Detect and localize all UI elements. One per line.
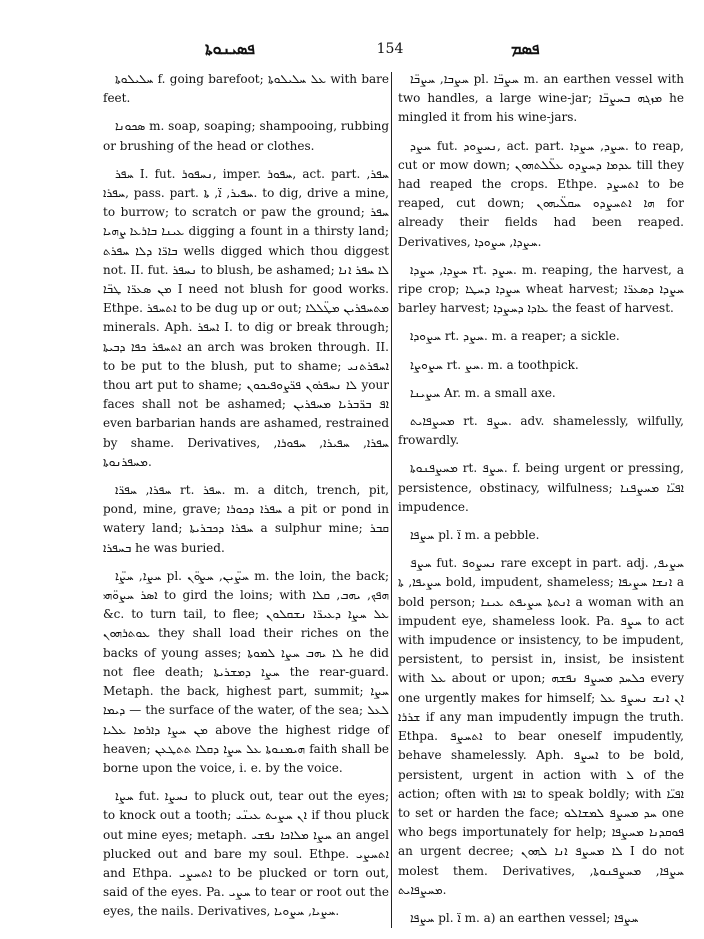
dictionary-entry: ܚܨܝܢܐ Ar. m. a small axe. — [410, 385, 556, 400]
dictionary-entry: ܚܨܕܐ, ܚܨܕܐ rt. ܚܨܕ. m. reaping, the harvest, a ripe crop; ܚܨܕܐ ܕܚܛܐ wheat harvest; ܚܨܕܐ ܕܣܥܪ̈ܐ barley harvest; ܥܐܕܐ ܕܚܨܕܐ the feast of harvest. — [398, 262, 684, 316]
dictionary-entry: ܚܨܦ fut. ܢܚܨܘܦ rare except in part. adj. ܚܨܝܦ, ܚܨܝܦܐ, ܬܐ bold, impudent, shameless; ܐܢܫܐ ܚܨܝܦܐ a bold person; ܐܢܬܬܐ ܚܨܝܦܬ ܥܝܢܐ a woman with an impudent eye, shameless look. Pa. ܚܨܦ to act with impudence or insistency, to be impudent, persistent, to persist in, insist, be insistent with ܥܠ about or upon; ܟܠܚܕ ܡܚܨܦ ܢܦܫܗ every one urgently makes for himself; ܐܢ ܐܢܫ ܢܚܨܦ ܥܠ ܫܪܪܐ if any man impudently impugn the truth. Ethpa. ܐܬܚܨܦ to bear oneself impudently, behave shamelessly. Aph. ܐܚܨܦ to be bold, persistent, urgent in action with ܠ of the action; often with ܐܦܐ to speak boldly; with ܐܦܝ̈ܐ to set or harden the face; ܚܕ ܡܚܨܦ ܠܡܫܐܠܘ one who begs importunately for help; ܦܘܩܕܢܐ ܡܚܨܦܐ an urgent decree; ܠܐ ܡܚܨܦ ܐܢܐ ܠܗܘܢ I do not molest them. Derivatives, ܚܨܦܐ, ܡܚܨܦܢܘܬܐ, ܡܚܨܦܐܝܬ. — [398, 556, 685, 897]
dictionary-entry: ܚܦܪ I. fut. ܢܚܦܘܪ, imper. ܚܦܘܪ, act. part. ܚܦܪ, ܚܦܪܐ, pass. part. ܚܦܝܪ, ܐ̈, ܬܐ. to dig, drive a mine, to burrow; to scratch or paw the ground; ܚܦܪ ܥܝܢܐ ܒܐܪܥܐ ܨܗܝܐ digging a fount in a thirsty land; ܒܐܪ̈ܐ ܕܠܐ ܚܦܪܬ wells digged which thou diggest not. II. fut. ܢܚܦܪ to blush, be ashamed; ܠܐ ܚܦܪ ܐܢܐ ܡܢ ܣܥܪ̈ܐ ܛܒ̈ܐ I need not blush for good works. Ethpe. ܐܬܚܦܪ to be dug up or out; ܡܬܚܦܪܝܢ ܡܛ̈ܠܠܐ minerals. Aph. ܐܚܦܪ I. to dig or break through; ܐܬܚܦܪ ܟܦܐ ܕܒܝܬܐ an arch was broken through. II. to be put to the blush, put to shame; ܐܚܦܪܬܢܝ thou art put to shame; ܠܐ ܢܚܦܪܘܢ ܦܪ̈ܨܘܦܝܟܘܢ your faces shall not be ashamed; ܐܦ ܒܪ̈ܒܪܝܐ ܡܚܦܪܝܢ even barbarian hands are ashamed, restrained by shame. Derivatives, ܚܦܪܐ, ܚܦܝܪܐ, ܚܦܘܪܐ, ܡܚܦܪܢܘܬܐ. — [103, 166, 389, 469]
running-header — [0, 38, 704, 60]
dictionary-entry: ܚܨܒܐ, ܚܨܒ̈ܐ pl. ܚܨܒ̈ܐ m. an earthen vessel with two handles, a large wine-jar; ܡܙܓܗ ܒܚܨܒ̈ܐ he mingled it from his wine-jars. — [398, 72, 684, 125]
dictionary-entry: ܡܚܨܦܐܝܬ rt. ܚܨܦ. adv. shamelessly, wilfully, frowardly. — [398, 414, 684, 448]
dictionary-entry: ܚܨܘܕܐ rt. ܚܨܕ. m. a reaper; a sickle. — [410, 329, 620, 344]
dictionary-entry: ܚܨܦܐ pl. ܐ̈ m. a) an earthen vessel; ܚܨܦܐ — [410, 910, 639, 925]
dictionary-entry: ܚܨܘܨܐ rt. ܚܨ. m. a toothpick. — [410, 357, 579, 372]
page-number: 154 — [376, 41, 404, 57]
dictionary-entry: ܚܨܐ fut. ܢܚܨܐ to pluck out, tear out the eyes; to knock out a tooth; ܐܢ ܚܨܝܬ ܥܝܢ̈ܝ if thou pluck out mine eyes; metaph. ܚܨܐ ܡܠܐܟܐ ܢܦܫܝ an angel plucked out and bare my soul. Ethpe. ܐܬܚܨܝ and Ethpa. ܐܬܚܨܝ to be plucked or torn out, said of the eyes. Pa. ܚܨܝ to tear or root out the eyes, the nails. Derivatives, ܚܨܝܐ, ܚܨܘܝܐ. — [103, 789, 390, 919]
dictionary-entry: ܣܟܘܢܐ m. soap, soaping; shampooing, rubbing or brushing of the head or clothes. — [103, 119, 389, 153]
column-divider — [391, 72, 392, 928]
header-left-word: ܦܣܝܢܘܬܐ — [205, 39, 255, 58]
dictionary-entry: ܡܚܨܦܢܘܬܐ rt. ܚܨܦ. f. being urgent or pressing, persistence, obstinacy, wilfulness; ܐܦܝ̈ܐ ܡܚܨܦܢܐ impudence. — [398, 461, 684, 514]
dictionary-entry: ܚܦܪܐ, ܚܦܪ̈ܐ rt. ܚܦܪ. m. a ditch, trench, pit, pond, mine, grave; ܚܦܪܐ ܕܟܘܪܐ a pit or pond in watery land; ܚܦܪܐ ܕܟܒܪܝܬܐ a sulphur mine; ܩܒܪ ܒܚܦܪܐ he was buried. — [103, 483, 389, 555]
dictionary-entry: ܚܠܝܠܘܬܐ f. going barefoot; ܥܠ ܚܠܝܠܘܬܐ with bare feet. — [103, 72, 390, 106]
dictionary-entry: ܚܨܦܐ pl. ܐ̈ m. a pebble. — [410, 528, 540, 543]
left-column — [103, 70, 389, 931]
dictionary-entry: ܚܨܐ, ܚܨ̈ܐ pl. ܚܨ̈ܝܢ, ܚܨܘ̈ܢ m. the loin, the back; ܐܣܪ ܚܨܘ̈ܗܝ to gird the loins; with ܗܦܟ, ܝܗܒ, ܩܠܐ &c. to turn tail, to flee; ܥܠ ܚܨܐ ܕܥܝܪ̈ܐ ܢܫܩܠܘܢ ܥܘܬܪܗܘܢ they shall load their riches on the backs of young asses; ܠܐ ܝܗܒ ܚܨܐ ܠܡܘܬܐ he did not flee death; ܚܨܐ ܕܡܫܪܝܬܐ the rear-guard. Metaph. the back, highest part, summit; ܚܨܐ ܕܝܡܐ — the surface of the water, of the sea; ܠܥܠ ܡܢ ܚܨܐ ܕܐܪܡܐ ܥܠܝܐ above the highest ridge of heaven; ܗܝܡܢܘܬܐ ܥܠ ܚܨܐ ܕܩܠܐ ܬܬܛܥܢ faith shall be borne upon the voice, i. e. by the voice. — [103, 568, 390, 775]
dictionary-entry: ܚܨܕ fut. ܢܚܨܘܕ, act. part. ܚܨܕ, ܚܨܕܐ. to reap, cut or mow down; ܥܕܡܐ ܕܚܨܕܘ ܥܠ̈ܠܬܗܘܢ till they had reaped the crops. Ethpe. ܐܬܚܨܕ to be reaped, cut down; ܗܐ ܐܬܚܨܕܘ ܚܩܠ̈ܝܗܘܢ for already their fields had been reaped. Derivatives, ܚܨܕܐ, ܚܨܘܕܐ. — [398, 138, 685, 249]
header-right-word: ܦܣܡ — [511, 39, 540, 58]
right-column — [398, 70, 684, 937]
